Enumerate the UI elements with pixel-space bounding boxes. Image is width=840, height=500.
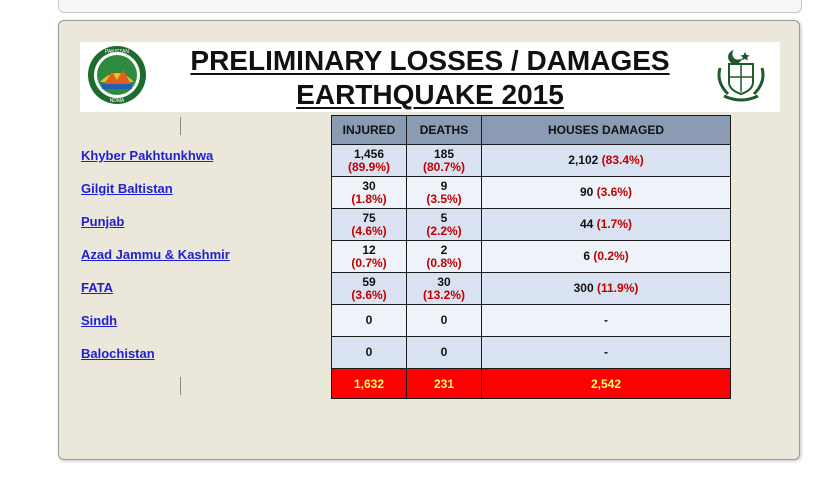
cell-injured xyxy=(332,241,407,273)
cell-deaths-percent: (3.5%) xyxy=(426,191,462,206)
cell-houses xyxy=(482,209,731,241)
top-panel-edge xyxy=(58,0,802,13)
cell-deaths-value: 0 xyxy=(440,345,448,359)
cell-houses-percent: (0.2%) xyxy=(593,249,629,263)
cell-deaths-percent: (13.2%) xyxy=(422,287,466,302)
cell-injured-value: 0 xyxy=(365,313,373,327)
total-deaths: 231 xyxy=(407,369,482,399)
cell-injured-value: 59 xyxy=(362,274,376,289)
cell-injured-percent: (0.7%) xyxy=(351,255,387,270)
total-houses: 2,542 xyxy=(482,369,731,399)
header-houses-damaged: HOUSES DAMAGED xyxy=(482,116,731,145)
cell-houses xyxy=(482,145,731,177)
state-emblem-icon xyxy=(712,46,770,106)
cell-deaths-value: 30 xyxy=(437,274,451,289)
cell-houses-percent: (11.9%) xyxy=(597,281,639,295)
table-header-row xyxy=(332,116,731,145)
province-link-khyber-pakhtunkhwa[interactable]: Khyber Pakhtunkhwa xyxy=(81,148,214,163)
cell-deaths xyxy=(407,337,482,369)
cell-houses-value: - xyxy=(604,345,608,359)
tick-mark-top xyxy=(180,117,181,135)
province-link-gilgit-baltistan[interactable]: Gilgit Baltistan xyxy=(81,181,173,196)
header-banner xyxy=(80,42,780,112)
table-row xyxy=(332,305,731,337)
logo-text-bottom: NDMA xyxy=(109,98,125,104)
title-line-2: EARTHQUAKE 2015 xyxy=(296,79,564,110)
tick-mark-bottom xyxy=(180,377,181,395)
cell-injured-percent: (4.6%) xyxy=(351,223,387,238)
cell-injured xyxy=(332,177,407,209)
cell-injured-value: 1,456 xyxy=(353,146,385,161)
cell-deaths xyxy=(407,177,482,209)
table-row xyxy=(332,337,731,369)
page-title xyxy=(80,44,780,112)
cell-houses-value: 2,102 xyxy=(568,153,599,167)
cell-houses xyxy=(482,337,731,369)
cell-injured-value: 75 xyxy=(362,210,376,225)
cell-houses-value: 6 xyxy=(583,249,590,263)
logo-text-top: PAKISTAN xyxy=(105,49,129,55)
cell-deaths xyxy=(407,145,482,177)
cell-houses xyxy=(482,273,731,305)
cell-deaths xyxy=(407,273,482,305)
province-link-punjab[interactable]: Punjab xyxy=(81,214,125,229)
cell-houses-value: 44 xyxy=(579,217,594,231)
cell-deaths-value: 185 xyxy=(433,146,455,161)
cell-injured-value: 12 xyxy=(362,242,376,257)
cell-houses-value: 90 xyxy=(579,185,594,199)
province-link-fata[interactable]: FATA xyxy=(81,280,114,295)
totals-row xyxy=(332,369,731,399)
cell-deaths-percent: (0.8%) xyxy=(426,255,462,270)
header-injured: INJURED xyxy=(332,116,407,145)
province-link-sindh[interactable]: Sindh xyxy=(81,313,118,328)
cell-deaths-value: 9 xyxy=(440,178,448,193)
cell-injured xyxy=(332,337,407,369)
province-link-azad-jammu-kashmir[interactable]: Azad Jammu & Kashmir xyxy=(81,247,230,262)
cell-injured xyxy=(332,273,407,305)
title-line-1: PRELIMINARY LOSSES / DAMAGES xyxy=(190,45,670,76)
cell-houses xyxy=(482,241,731,273)
cell-deaths-percent: (2.2%) xyxy=(426,223,462,238)
cell-houses xyxy=(482,305,731,337)
cell-injured xyxy=(332,145,407,177)
cell-deaths-value: 5 xyxy=(440,210,448,225)
province-link-balochistan[interactable]: Balochistan xyxy=(81,346,155,361)
table-row xyxy=(332,273,731,305)
table-row xyxy=(332,241,731,273)
cell-deaths-value: 2 xyxy=(440,242,448,257)
cell-deaths xyxy=(407,209,482,241)
losses-table xyxy=(331,115,731,399)
cell-injured-percent: (89.9%) xyxy=(347,159,391,174)
table-row xyxy=(332,145,731,177)
cell-injured-percent: (3.6%) xyxy=(351,287,387,302)
cell-houses xyxy=(482,177,731,209)
cell-injured xyxy=(332,305,407,337)
cell-deaths-percent: (80.7%) xyxy=(422,159,466,174)
cell-houses-percent: (1.7%) xyxy=(596,217,633,231)
cell-injured-percent: (1.8%) xyxy=(351,191,387,206)
cell-injured-value: 30 xyxy=(362,178,376,193)
cell-deaths xyxy=(407,305,482,337)
cell-houses-value: 300 xyxy=(573,281,594,295)
total-injured: 1,632 xyxy=(332,369,407,399)
cell-injured xyxy=(332,209,407,241)
cell-houses-percent: (3.6%) xyxy=(596,185,633,199)
table-row xyxy=(332,209,731,241)
cell-houses-value: - xyxy=(604,313,608,327)
cell-deaths xyxy=(407,241,482,273)
table-row xyxy=(332,177,731,209)
cell-deaths-value: 0 xyxy=(440,313,448,327)
header-deaths: DEATHS xyxy=(407,116,482,145)
cell-injured-value: 0 xyxy=(365,345,373,359)
cell-houses-percent: (83.4%) xyxy=(601,153,644,167)
